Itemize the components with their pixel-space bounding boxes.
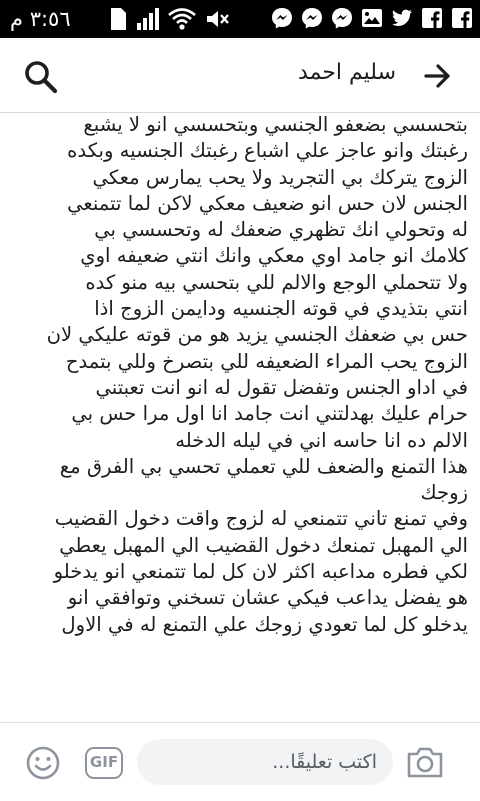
mute-icon [204,7,230,31]
post-line: في اداو الجنس وتفضل تقول له انو انت تعبتني [95,375,468,399]
post-line: حس بي ضعفك الجنسي يزيد هو من قوته عليكي لان [46,323,468,347]
post-line: يدخلو كل لما تعودي زوجك علي التمنع له في الاول [61,612,468,636]
status-bar [0,0,480,38]
status-signal-group [108,6,230,32]
post-line: وفي تمنع تاني تتمنعي له لزوج واقت دخول القضيب [54,507,468,531]
post-line: ولا تتحملي الوجع والالم للي بتحسي بيه منو كده [85,270,468,294]
facebook-icon [450,6,474,30]
post-line: انتي بتذيدي في قوته الجنسيه ودايمن الزوج اذا [94,297,468,321]
post-line: بتحسسي بضعفو الجنسي وبتحسسي انو لا يشبع [83,113,468,136]
gif-button[interactable]: GIF [85,747,123,779]
messenger-icon [330,6,354,30]
status-time: ٣:٥٦ م [10,7,71,31]
comment-field [137,739,393,785]
app-header [0,38,480,113]
signal-icon [136,7,160,31]
comment-composer [0,722,480,801]
messenger-icon [300,6,324,30]
post-line: الزوج يحب المراء الضعيفه للي بتصرخ وللي بتمدح [65,349,468,373]
status-notification-icons [270,6,474,30]
post-line: الزوج يتركك بي التجريد ولا يحب يمارس معكي [92,165,468,189]
arrow-right-icon[interactable] [424,62,452,90]
camera-icon[interactable] [406,745,444,779]
wifi-icon [168,7,196,31]
messenger-icon [270,6,294,30]
sim-icon [108,6,128,32]
post-line: هو يفضل يداعب فيكي عشان تسخني وتوافقي انو [67,586,468,610]
comment-input[interactable] [137,739,391,785]
post-line: له وتحولي انك تظهري ضعفك له وتحسسي بي [94,218,468,242]
search-icon[interactable] [24,60,58,94]
gallery-icon [360,6,384,30]
post-line: حرام عليك بهدلتني انت جامد انا اول مرا حس بي [71,402,468,426]
smiley-icon[interactable] [26,746,60,780]
post-content [0,112,480,722]
post-line: كلامك انو جامد اوي معكي وانك انتي ضعيفه اوي [80,244,468,268]
post-line: هذا التمنع والضعف للي تعملي تحسي بي الفرق مع [59,454,468,478]
post-line: لكي فطره مداعبه اكثر لان كل لما تتمنعي انو يدخلو [53,560,468,584]
post-line: رغبتك وانو عاجز علي اشباع رغبتك الجنسيه وبكده [67,139,468,163]
page-title: سليم احمد [298,60,396,85]
post-line: الجنس لان حس انو ضعيف معكي لاكن لما تتمنعي [67,191,468,215]
post-line: الالم ده انا حاسه اني في ليله الدخله [175,428,468,452]
post-line: زوجك [420,481,468,505]
twitter-icon [390,6,414,30]
post-body [0,112,480,638]
facebook-icon [420,6,444,30]
post-line: الي المهبل تمنعك دخول القضيب الي المهبل يعطي [59,533,468,557]
